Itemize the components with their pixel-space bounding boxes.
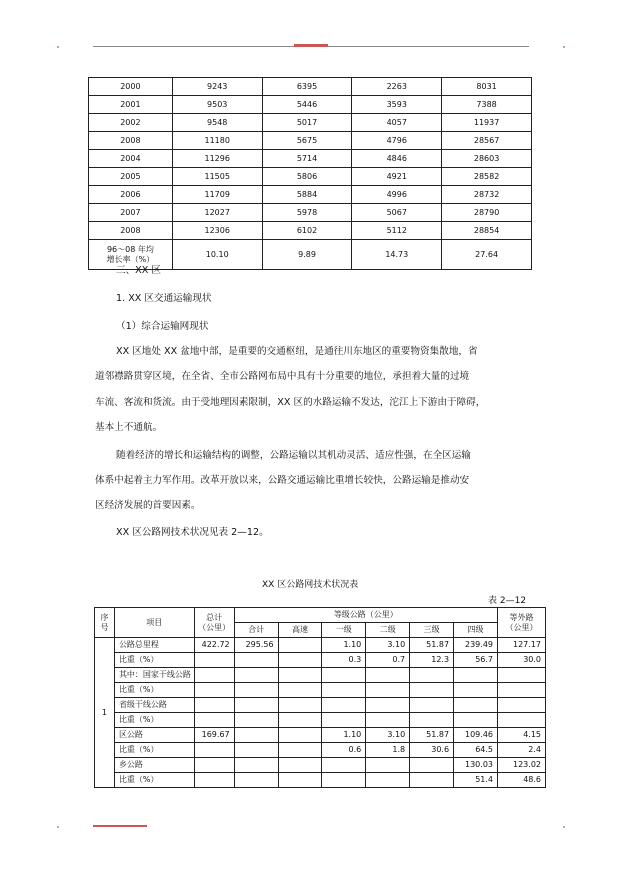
- table-row: [95, 743, 546, 758]
- value-cell: [194, 668, 234, 683]
- value-cell: 4.15: [498, 728, 546, 743]
- value-cell: 3.10: [366, 728, 410, 743]
- value-cell: [366, 758, 410, 773]
- margin-dot: [563, 46, 565, 48]
- value-cell: 295.56: [234, 638, 278, 653]
- value-cell: [278, 668, 322, 683]
- table-row: [95, 758, 546, 773]
- value-cell: 4921: [352, 168, 442, 186]
- value-cell: [322, 713, 366, 728]
- item-cell: 公路总里程: [114, 638, 194, 653]
- year-cell: 2000: [89, 78, 173, 96]
- value-cell: 130.03: [454, 758, 498, 773]
- value-cell: 5714: [262, 150, 352, 168]
- value-cell: [194, 683, 234, 698]
- table-row: [89, 150, 532, 168]
- header-sub: 一级: [322, 623, 366, 638]
- header-extra: [498, 608, 546, 638]
- subsubsection-heading: （1）综合运输网现状: [116, 321, 209, 332]
- item-cell: 比重（%）: [114, 713, 194, 728]
- value-cell: 239.49: [454, 638, 498, 653]
- value-cell: [498, 683, 546, 698]
- value-cell: [234, 743, 278, 758]
- table-row: [95, 638, 546, 653]
- value-cell: 0.6: [322, 743, 366, 758]
- table-row: [95, 773, 546, 788]
- header-item: 项目: [114, 608, 194, 638]
- value-cell: [278, 698, 322, 713]
- item-cell: 比重（%）: [114, 743, 194, 758]
- header-seq-line1: 序: [100, 612, 109, 622]
- value-cell: [278, 728, 322, 743]
- year-cell: 2004: [89, 150, 173, 168]
- value-cell: [410, 713, 454, 728]
- value-cell: 2.4: [498, 743, 546, 758]
- road-network-table: [94, 607, 546, 788]
- header-sub: 四级: [454, 623, 498, 638]
- header-extra-line2: （公里）: [505, 622, 538, 632]
- value-cell: [234, 758, 278, 773]
- year-cell: 2006: [89, 186, 173, 204]
- table-row: [95, 668, 546, 683]
- header-sub: 高速: [278, 623, 322, 638]
- value-cell: 4846: [352, 150, 442, 168]
- item-cell: 省级干线公路: [114, 698, 194, 713]
- summary-cell: 14.73: [352, 240, 442, 270]
- value-cell: 5112: [352, 222, 442, 240]
- header-sub: 二级: [366, 623, 410, 638]
- value-cell: [278, 743, 322, 758]
- value-cell: [322, 683, 366, 698]
- value-cell: [410, 773, 454, 788]
- value-cell: [366, 698, 410, 713]
- seq-cell: 1: [95, 638, 115, 788]
- value-cell: [454, 698, 498, 713]
- value-cell: 28732: [442, 186, 532, 204]
- growth-table-body: [89, 78, 532, 240]
- item-cell: 比重（%）: [114, 653, 194, 668]
- section-heading: 三、XX 区: [116, 265, 161, 276]
- value-cell: [234, 653, 278, 668]
- value-cell: 12.3: [410, 653, 454, 668]
- value-cell: 109.46: [454, 728, 498, 743]
- table-number: 表 2—12: [488, 596, 527, 606]
- value-cell: 422.72: [194, 638, 234, 653]
- value-cell: [366, 683, 410, 698]
- value-cell: 3593: [352, 96, 442, 114]
- value-cell: [278, 638, 322, 653]
- value-cell: [194, 773, 234, 788]
- table-title: XX 区公路网技术状况表: [262, 580, 359, 590]
- value-cell: 5884: [262, 186, 352, 204]
- header-total-line1: 总计: [206, 612, 223, 622]
- value-cell: [278, 773, 322, 788]
- value-cell: 0.3: [322, 653, 366, 668]
- value-cell: 4996: [352, 186, 442, 204]
- value-cell: 28582: [442, 168, 532, 186]
- value-cell: [366, 668, 410, 683]
- value-cell: 123.02: [498, 758, 546, 773]
- value-cell: [454, 713, 498, 728]
- value-cell: [454, 683, 498, 698]
- year-cell: 2001: [89, 96, 173, 114]
- value-cell: 12027: [172, 204, 262, 222]
- year-cell: 2002: [89, 114, 173, 132]
- value-cell: 1.8: [366, 743, 410, 758]
- header-mark: [294, 44, 328, 47]
- summary-cell: 27.64: [442, 240, 532, 270]
- header-grade: 等级公路（公里）: [234, 608, 497, 623]
- value-cell: 0.7: [366, 653, 410, 668]
- value-cell: [454, 668, 498, 683]
- value-cell: [278, 758, 322, 773]
- value-cell: 30.0: [498, 653, 546, 668]
- value-cell: [194, 758, 234, 773]
- paragraph-line: XX 区地处 XX 盆地中部，是重要的交通枢纽，是通往川东地区的重要物资集散地，省: [116, 346, 478, 357]
- value-cell: 56.7: [454, 653, 498, 668]
- paragraph-line: 随着经济的增长和运输结构的调整，公路运输以其机动灵活、适应性强，在全区运输: [116, 450, 471, 461]
- paragraph-line: 车流、客流和货流。由于受地理因素限制，XX 区的水路运输不发达，沱江上下游由于障碍，: [95, 397, 486, 408]
- value-cell: [234, 728, 278, 743]
- value-cell: 5978: [262, 204, 352, 222]
- footer-mark: [93, 825, 147, 827]
- value-cell: 9548: [172, 114, 262, 132]
- value-cell: 28790: [442, 204, 532, 222]
- value-cell: [498, 713, 546, 728]
- value-cell: [194, 653, 234, 668]
- value-cell: 127.17: [498, 638, 546, 653]
- table-row: [89, 78, 532, 96]
- value-cell: [234, 683, 278, 698]
- value-cell: 3.10: [366, 638, 410, 653]
- value-cell: [234, 698, 278, 713]
- paragraph-line: 区经济发展的首要因素。: [95, 500, 201, 511]
- subsection-heading: 1. XX 区交通运输现状: [116, 293, 212, 304]
- value-cell: 30.6: [410, 743, 454, 758]
- margin-dot: [563, 826, 565, 828]
- value-cell: 2263: [352, 78, 442, 96]
- value-cell: [322, 668, 366, 683]
- value-cell: 11937: [442, 114, 532, 132]
- table-row: [95, 713, 546, 728]
- value-cell: 5067: [352, 204, 442, 222]
- value-cell: 51.87: [410, 638, 454, 653]
- table-row: [89, 222, 532, 240]
- value-cell: 28854: [442, 222, 532, 240]
- paragraph-line: 体系中起着主力军作用。改革开放以来，公路交通运输比重增长较快，公路运输是推动安: [95, 475, 470, 486]
- value-cell: 4796: [352, 132, 442, 150]
- value-cell: [322, 773, 366, 788]
- value-cell: [194, 713, 234, 728]
- header-extra-line1: 等外路: [509, 612, 534, 622]
- table-row: [89, 186, 532, 204]
- item-cell: 比重（%）: [114, 773, 194, 788]
- value-cell: [366, 773, 410, 788]
- value-cell: 11180: [172, 132, 262, 150]
- value-cell: 48.6: [498, 773, 546, 788]
- header-seq: [95, 608, 115, 638]
- value-cell: 64.5: [454, 743, 498, 758]
- value-cell: 169.67: [194, 728, 234, 743]
- summary-cell: 9.89: [262, 240, 352, 270]
- value-cell: 28567: [442, 132, 532, 150]
- value-cell: [194, 743, 234, 758]
- value-cell: 12306: [172, 222, 262, 240]
- value-cell: [410, 758, 454, 773]
- value-cell: [278, 713, 322, 728]
- table-row: [95, 653, 546, 668]
- header-total: [194, 608, 234, 638]
- value-cell: [234, 773, 278, 788]
- value-cell: 5675: [262, 132, 352, 150]
- header-seq-line2: 号: [100, 622, 109, 632]
- margin-dot: [57, 46, 59, 48]
- paragraph-line: XX 区公路网技术状况见表 2—12。: [116, 527, 269, 538]
- value-cell: [278, 653, 322, 668]
- value-cell: 9243: [172, 78, 262, 96]
- table-row: [89, 204, 532, 222]
- summary-label-line1: 96～08 年均: [106, 244, 154, 254]
- year-cell: 2007: [89, 204, 173, 222]
- value-cell: 8031: [442, 78, 532, 96]
- margin-dot: [57, 826, 59, 828]
- header-total-line2: （公里）: [198, 622, 231, 632]
- header-sub: 三级: [410, 623, 454, 638]
- value-cell: [278, 683, 322, 698]
- growth-table: [88, 77, 532, 270]
- table-row: [89, 96, 532, 114]
- value-cell: 6395: [262, 78, 352, 96]
- value-cell: 11505: [172, 168, 262, 186]
- value-cell: 28603: [442, 150, 532, 168]
- year-cell: 2008: [89, 222, 173, 240]
- value-cell: 7388: [442, 96, 532, 114]
- value-cell: [498, 698, 546, 713]
- road-network-table-body: [95, 638, 546, 788]
- year-cell: 2005: [89, 168, 173, 186]
- summary-cell: 10.10: [172, 240, 262, 270]
- table-row: [95, 728, 546, 743]
- item-cell: 其中：国家干线公路: [114, 668, 194, 683]
- value-cell: [410, 668, 454, 683]
- value-cell: [366, 713, 410, 728]
- value-cell: 5446: [262, 96, 352, 114]
- value-cell: 6102: [262, 222, 352, 240]
- table-row: [89, 114, 532, 132]
- value-cell: [322, 698, 366, 713]
- value-cell: 11296: [172, 150, 262, 168]
- table-row: [89, 132, 532, 150]
- value-cell: [498, 668, 546, 683]
- value-cell: [234, 668, 278, 683]
- value-cell: 51.4: [454, 773, 498, 788]
- value-cell: 51.87: [410, 728, 454, 743]
- value-cell: [194, 698, 234, 713]
- value-cell: 5017: [262, 114, 352, 132]
- header-row-1: [95, 608, 546, 623]
- value-cell: [410, 698, 454, 713]
- item-cell: 区公路: [114, 728, 194, 743]
- value-cell: [410, 683, 454, 698]
- value-cell: 1.10: [322, 638, 366, 653]
- value-cell: 4057: [352, 114, 442, 132]
- paragraph-line: 基本上不通航。: [95, 422, 163, 433]
- header-sub: 合计: [234, 623, 278, 638]
- value-cell: [322, 758, 366, 773]
- year-cell: 2008: [89, 132, 173, 150]
- table-row: [95, 698, 546, 713]
- value-cell: 1.10: [322, 728, 366, 743]
- table-row: [95, 683, 546, 698]
- value-cell: 9503: [172, 96, 262, 114]
- paragraph-line: 道邻襟路贯穿区境，在全省、全市公路网布局中具有十分重要的地位，承担着大量的过境: [95, 371, 470, 382]
- item-cell: 乡公路: [114, 758, 194, 773]
- item-cell: 比重（%）: [114, 683, 194, 698]
- value-cell: 5806: [262, 168, 352, 186]
- value-cell: [234, 713, 278, 728]
- summary-label-line2: 增长率（%）: [106, 254, 155, 264]
- value-cell: 11709: [172, 186, 262, 204]
- table-row: [89, 168, 532, 186]
